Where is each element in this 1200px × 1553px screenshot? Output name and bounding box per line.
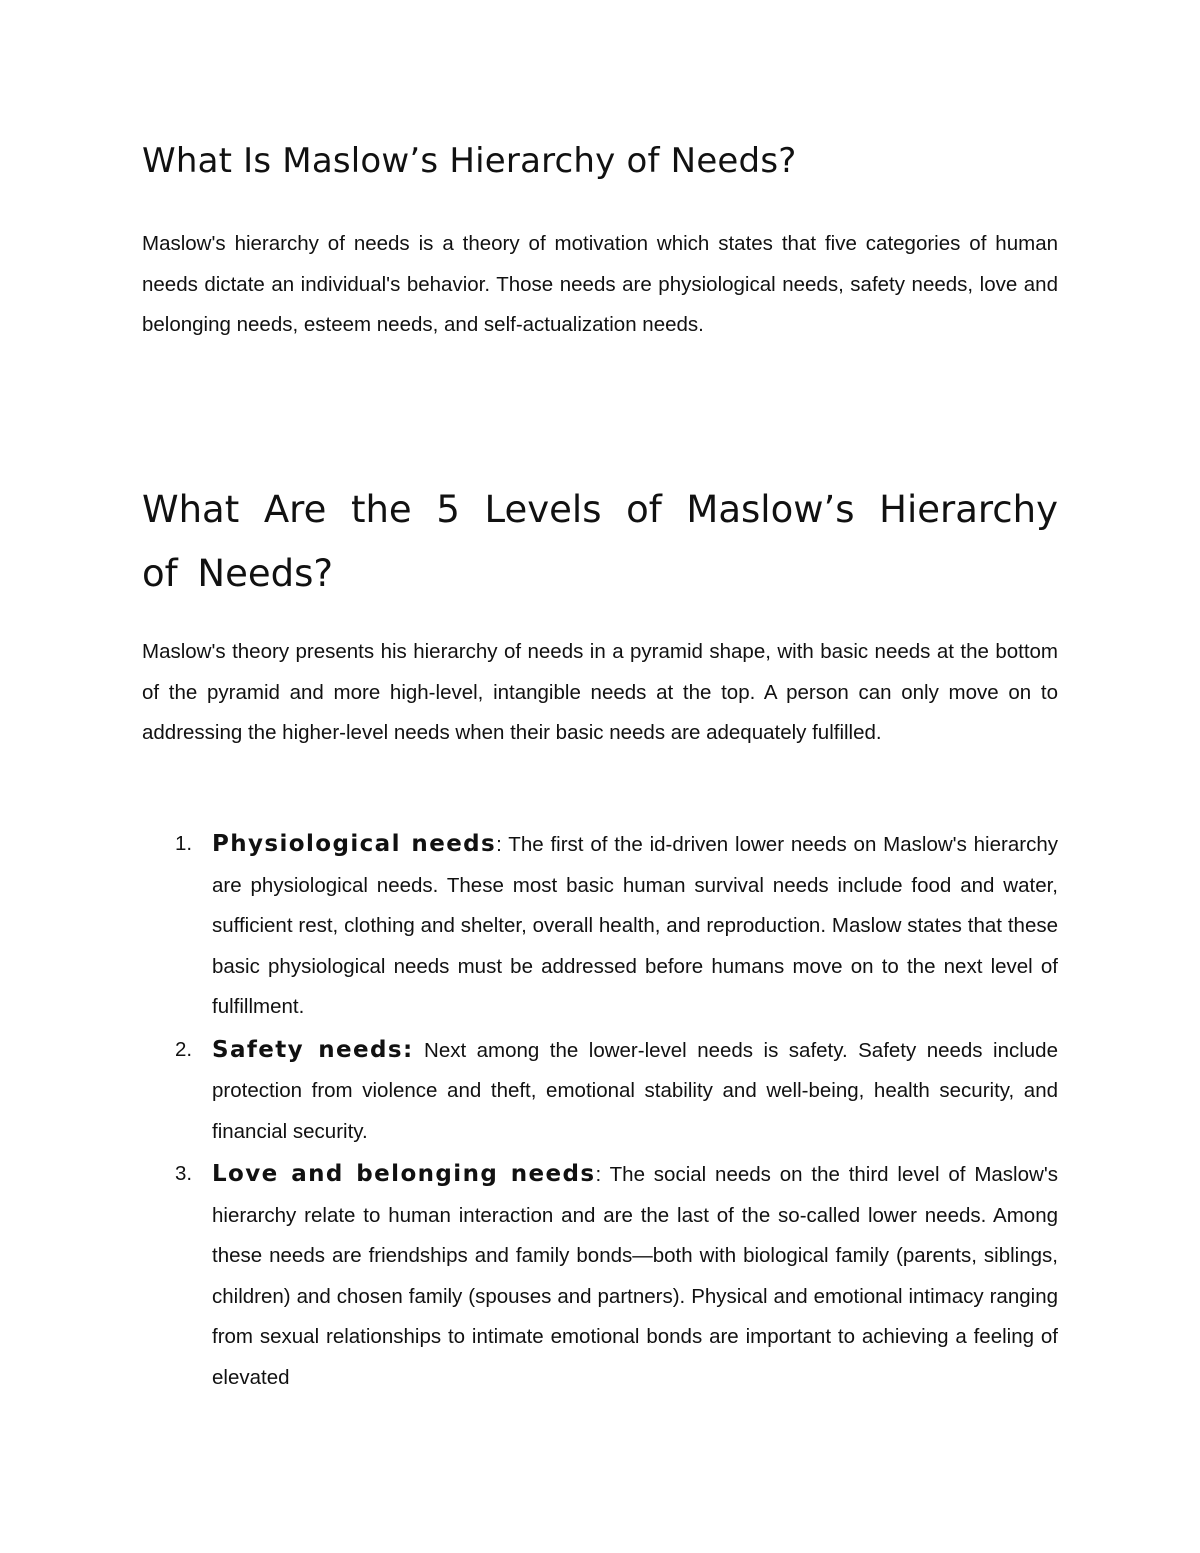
section-heading-what-is: What Is Maslow’s Hierarchy of Needs?: [142, 141, 797, 181]
list-item-love-belonging: [142, 1154, 1058, 1398]
level-separator: :: [496, 833, 502, 856]
list-number: 2.: [175, 1037, 193, 1061]
pyramid-paragraph: Maslow's theory presents his hierarchy of needs in a pyramid shape, with basic needs at the bottom of the pyramid and more high-level, intangible needs at the top. A person can only move on to addressing the higher-level needs when their basic needs are adequately fulfilled.: [142, 640, 1058, 744]
level-description: Next among the lower-level needs is safety. Safety needs include protection from violence and theft, emotional stability and well-being, health security, and financial security.: [212, 1038, 1058, 1143]
list-item-safety: [142, 1030, 1058, 1153]
list-item-physiological: [142, 824, 1058, 1028]
level-separator: :: [595, 1163, 602, 1186]
intro-paragraph: Maslow's hierarchy of needs is a theory of motivation which states that five categories of human needs dictate an individual's behavior. Those needs are physiological needs, safety needs, love and belonging needs, esteem needs, and self-actualization needs.: [142, 232, 1058, 336]
section-heading-five-levels: What Are the 5 Levels of Maslow’s Hierarchy of Needs?: [142, 488, 1058, 595]
levels-list: [142, 824, 1058, 1400]
list-number: 1.: [175, 832, 193, 855]
level-term: Physiological needs: [212, 831, 497, 857]
level-term: Safety needs:: [212, 1036, 414, 1063]
level-term: Love and belonging needs: [212, 1161, 596, 1187]
level-description: The social needs on the third level of Maslow's hierarchy relate to human interaction and are the last of the so-called lower needs. Among these needs are friendships and family bonds—both with biological family (parents, siblings, children) and chosen family (spouses and partners). Physical and emotional intimacy ranging from sexual relationships to intimate emotional bonds are important to achieving a feeling of elevated: [212, 1163, 1058, 1389]
list-number: 3.: [175, 1162, 193, 1185]
level-description: The first of the id-driven lower needs on Maslow's hierarchy are physiological needs. These most basic human survival needs include food and water, sufficient rest, clothing and shelter, overall health, and reproduction. Maslow states that these basic physiological needs must be addressed before humans move on to the next level of fulfillment.: [212, 833, 1058, 1018]
